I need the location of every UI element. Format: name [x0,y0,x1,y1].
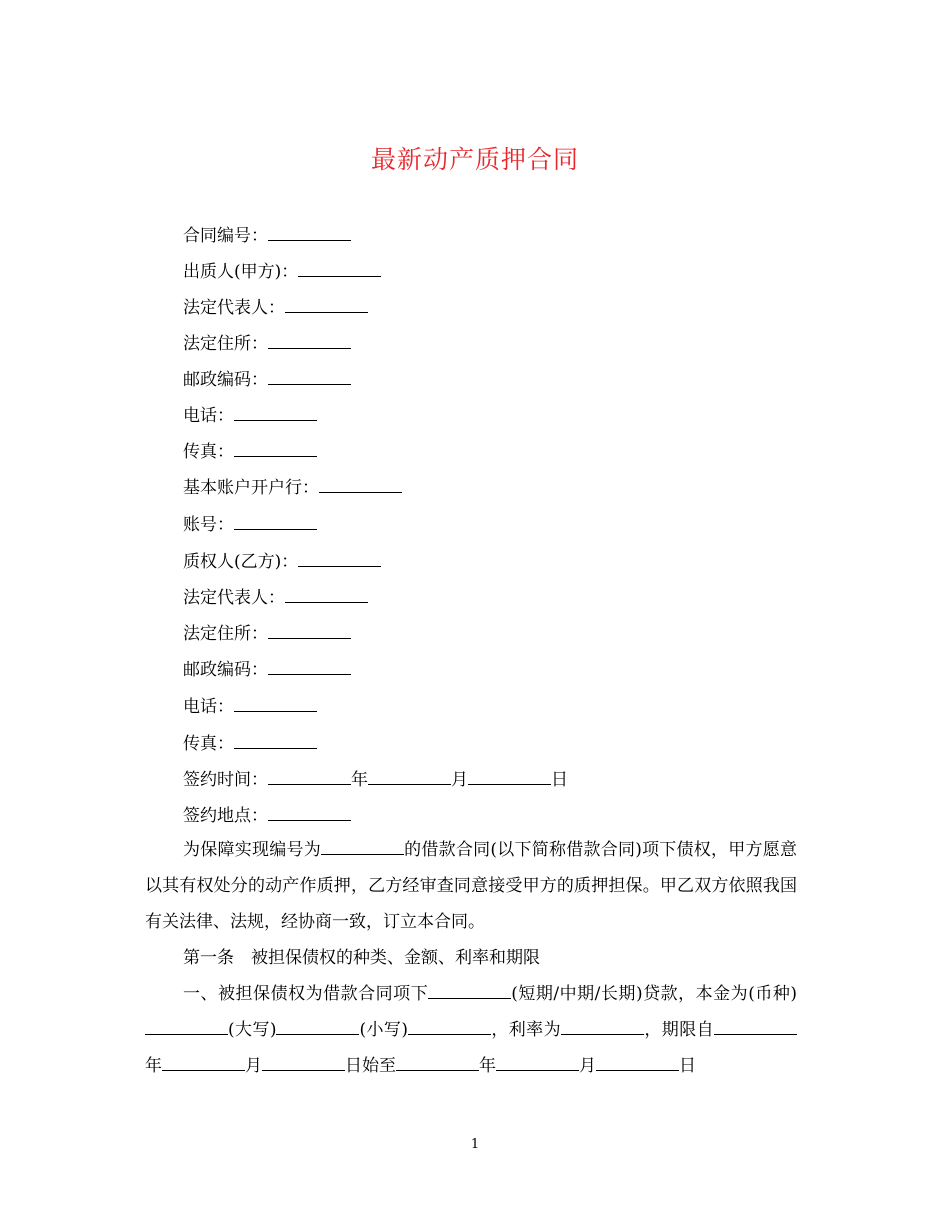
blank-line [714,1016,797,1035]
blank-line [408,1016,491,1035]
blank-line [262,1052,345,1071]
field-label: 法定代表人： [183,588,285,608]
intro-text: 的借款合同(以下简称借款合同)项下债权，甲方愿意以其有权处分的动产作质押，乙方经审查同意接受甲方的质押担保。甲乙双方依照我国有关法律、法规，经协商一致，订立本合同。 [145,840,798,932]
blank-line [145,1016,228,1035]
field-postcode-a [183,366,351,392]
field-fax-b [183,730,317,756]
field-label: 传真： [183,442,234,462]
clause-text: ，利率为 [490,1020,561,1040]
blank-line [298,258,381,277]
page-number: 1 [470,1137,480,1152]
blank-line [596,1052,679,1071]
field-label: 电话： [183,697,234,717]
blank-line [319,474,402,493]
day-label: 日 [551,770,568,790]
field-postcode-b [183,656,351,682]
field-pledgor [183,258,381,284]
field-label: 出质人(甲方)： [183,262,299,282]
blank-line [321,836,404,855]
clause-text: (小写) [359,1020,408,1040]
field-fax-a [183,438,317,464]
blank-line [496,1052,579,1071]
field-label: 法定代表人： [183,298,285,318]
field-label: 邮政编码： [183,370,268,390]
blank-line [268,366,351,385]
blank-line [162,1052,245,1071]
field-label: 邮政编码： [183,660,268,680]
clause-text: 日 [679,1056,696,1076]
field-label: 账号： [183,515,234,535]
clause-text: (大写) [228,1020,277,1040]
field-label: 传真： [183,734,234,754]
field-pledgee [183,548,381,574]
blank-line [268,656,351,675]
field-label: 基本账户开户行： [183,478,319,498]
blank-line [234,511,317,530]
blank-line [396,1052,479,1071]
blank-line [234,438,317,457]
blank-line [268,620,351,639]
field-label: 签约时间： [183,770,268,790]
field-sign-place [183,802,351,828]
clause-text: ，期限自 [644,1020,715,1040]
month-label: 月 [451,770,468,790]
blank-line [561,1016,644,1035]
clause-text: 年 [479,1056,496,1076]
field-address-b [183,620,351,646]
field-label: 电话： [183,406,234,426]
year-label: 年 [351,770,368,790]
blank-line [285,294,368,313]
blank-line [298,548,381,567]
field-label: 质权人(乙方)： [183,552,299,572]
clause-text: 年 [145,1056,162,1076]
field-legal-rep-a [183,294,368,320]
field-address-a [183,330,351,356]
clause-text: (短期/中期/长期)贷款，本金为(币种) [511,984,797,1004]
blank-line [468,766,551,785]
field-label: 签约地点： [183,806,268,826]
blank-line [368,766,451,785]
intro-text: 为保障实现编号为 [183,840,321,860]
blank-line [268,330,351,349]
blank-line [268,802,351,821]
field-label: 法定住所： [183,624,268,644]
field-phone-b [183,693,317,719]
blank-line [285,584,368,603]
blank-line [234,402,317,421]
field-account [183,511,317,537]
clause-text: 日始至 [345,1056,396,1076]
blank-line [428,980,511,999]
clause-1-paragraph [145,976,797,1084]
field-contract-no [183,222,351,248]
blank-line [276,1016,359,1035]
blank-line [234,730,317,749]
blank-line [234,693,317,712]
field-legal-rep-b [183,584,368,610]
article-1-heading: 第一条 被担保债权的种类、金额、利率和期限 [183,948,540,968]
document-title: 最新动产质押合同 [370,145,579,174]
blank-line [268,766,351,785]
field-bank [183,474,402,500]
clause-text: 一、被担保债权为借款合同项下 [183,984,429,1004]
intro-paragraph [145,832,797,940]
field-label: 法定住所： [183,334,268,354]
clause-text: 月 [579,1056,596,1076]
field-phone-a [183,402,317,428]
clause-text: 月 [245,1056,262,1076]
blank-line [268,222,351,241]
field-label: 合同编号： [183,226,268,246]
field-sign-time [183,766,568,792]
